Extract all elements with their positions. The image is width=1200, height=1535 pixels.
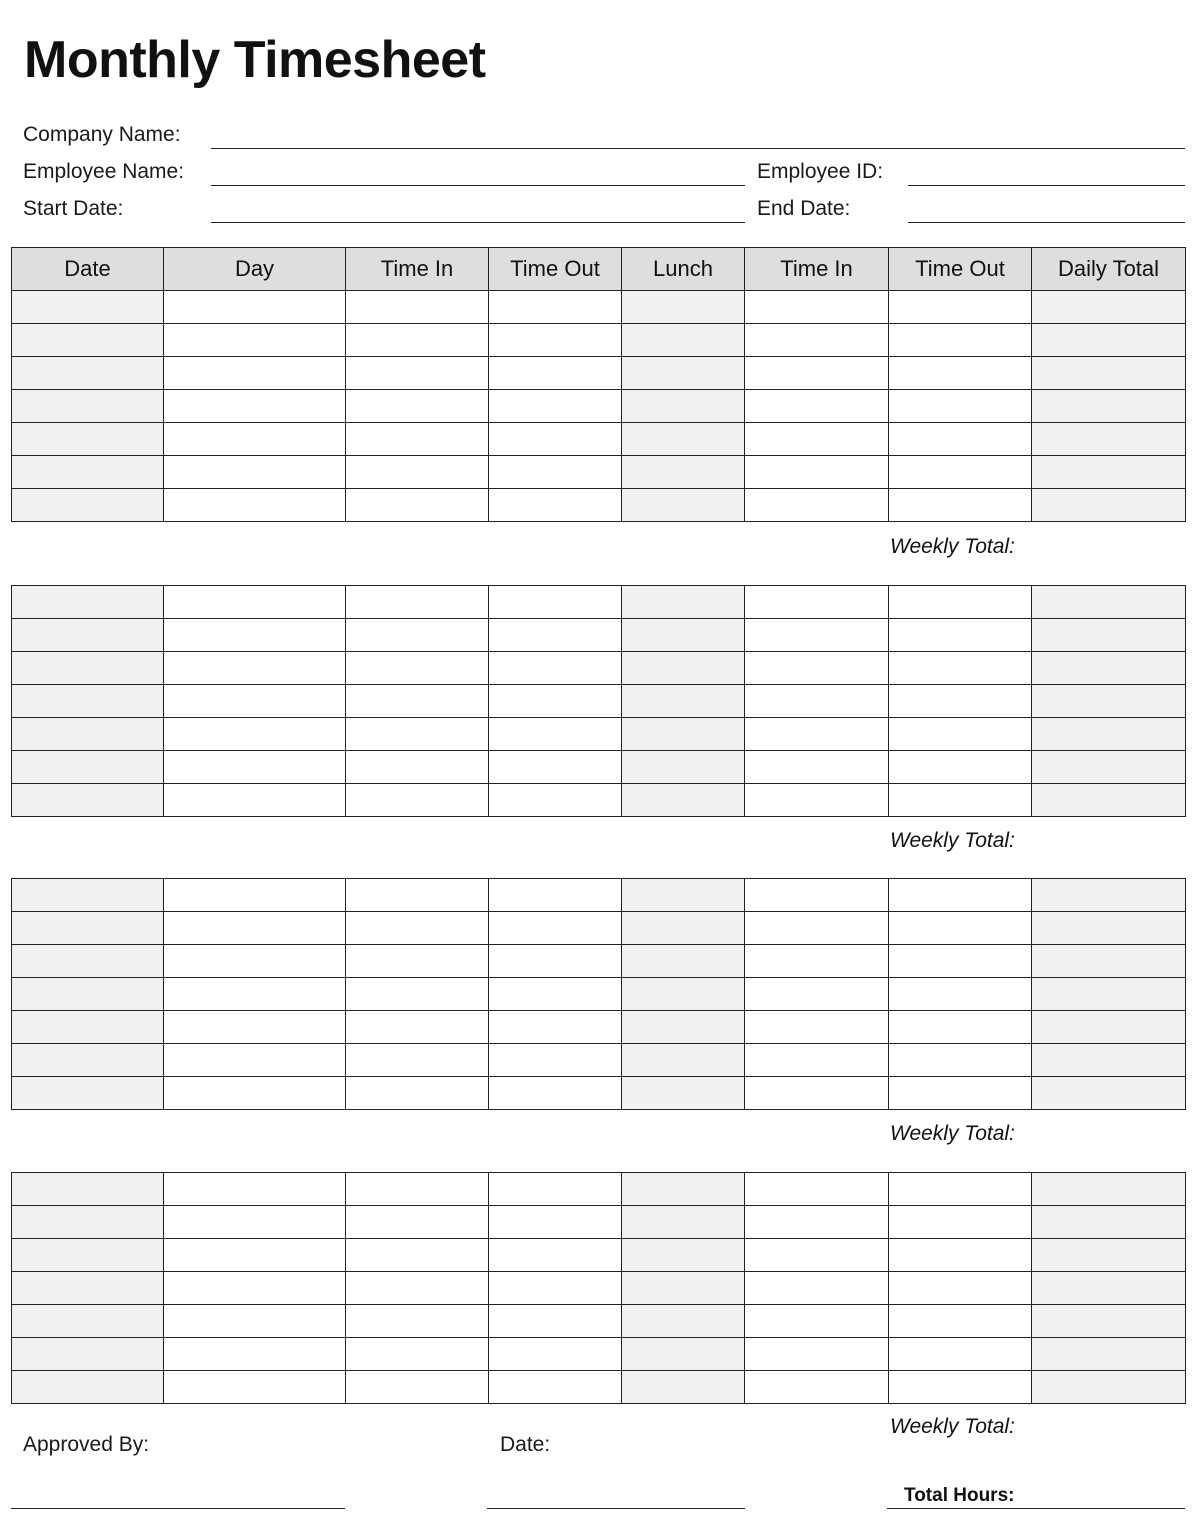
cell-lunch[interactable] (622, 291, 745, 324)
week-1-table (11, 247, 1186, 522)
start-date-label: Start Date: (23, 197, 124, 220)
cell-date[interactable] (12, 619, 164, 652)
cell-time-out[interactable] (889, 1011, 1032, 1044)
cell-time-out[interactable] (889, 718, 1032, 751)
cell-lunch[interactable] (622, 1272, 745, 1305)
week-2-weekly-total-label: Weekly Total: (890, 829, 1015, 852)
employee-id-label: Employee ID: (757, 160, 884, 183)
cell-time-in[interactable] (346, 978, 489, 1011)
cell-day[interactable] (164, 1206, 346, 1239)
cell-time-in[interactable] (346, 324, 489, 357)
cell-time-out[interactable] (489, 978, 622, 1011)
cell-daily-total[interactable] (1032, 1011, 1186, 1044)
cell-daily-total[interactable] (1032, 1044, 1186, 1077)
cell-lunch[interactable] (622, 879, 745, 912)
cell-time-out[interactable] (889, 456, 1032, 489)
cell-lunch[interactable] (622, 456, 745, 489)
cell-lunch[interactable] (622, 751, 745, 784)
cell-time-out[interactable] (889, 879, 1032, 912)
cell-time-out[interactable] (889, 1338, 1032, 1371)
cell-time-out[interactable] (489, 1044, 622, 1077)
cell-time-out[interactable] (489, 291, 622, 324)
cell-time-out[interactable] (489, 456, 622, 489)
cell-time-out[interactable] (889, 685, 1032, 718)
cell-lunch[interactable] (622, 586, 745, 619)
cell-time-out[interactable] (489, 357, 622, 390)
table-row (12, 619, 1186, 652)
cell-day[interactable] (164, 1011, 346, 1044)
cell-lunch[interactable] (622, 652, 745, 685)
cell-time-out[interactable] (889, 619, 1032, 652)
cell-time-in[interactable] (346, 619, 489, 652)
cell-day[interactable] (164, 652, 346, 685)
cell-day[interactable] (164, 1239, 346, 1272)
cell-daily-total[interactable] (1032, 1206, 1186, 1239)
cell-day[interactable] (164, 912, 346, 945)
cell-time-out[interactable] (889, 1077, 1032, 1110)
table-row (12, 784, 1186, 817)
cell-lunch[interactable] (622, 1173, 745, 1206)
cell-time-in[interactable] (346, 945, 489, 978)
cell-time-in[interactable] (745, 291, 889, 324)
cell-time-in[interactable] (346, 718, 489, 751)
cell-daily-total[interactable] (1032, 489, 1186, 522)
cell-daily-total[interactable] (1032, 456, 1186, 489)
cell-daily-total[interactable] (1032, 978, 1186, 1011)
cell-time-in[interactable] (745, 357, 889, 390)
employee-name-field[interactable] (211, 185, 745, 186)
cell-day[interactable] (164, 1338, 346, 1371)
cell-time-out[interactable] (489, 619, 622, 652)
cell-day[interactable] (164, 685, 346, 718)
cell-daily-total[interactable] (1032, 291, 1186, 324)
cell-date[interactable] (12, 685, 164, 718)
cell-time-out[interactable] (489, 1173, 622, 1206)
table-row (12, 912, 1186, 945)
cell-time-out[interactable] (889, 1305, 1032, 1338)
week-4-weekly-total-label: Weekly Total: (890, 1415, 1015, 1438)
cell-time-out[interactable] (889, 912, 1032, 945)
table-row (12, 685, 1186, 718)
cell-date[interactable] (12, 978, 164, 1011)
cell-time-in[interactable] (745, 1206, 889, 1239)
cell-time-out[interactable] (489, 784, 622, 817)
cell-time-out[interactable] (489, 423, 622, 456)
cell-daily-total[interactable] (1032, 751, 1186, 784)
cell-time-out[interactable] (489, 1077, 622, 1110)
cell-day[interactable] (164, 1044, 346, 1077)
cell-time-out[interactable] (889, 784, 1032, 817)
cell-date[interactable] (12, 879, 164, 912)
cell-time-in[interactable] (346, 751, 489, 784)
table-row (12, 489, 1186, 522)
cell-lunch[interactable] (622, 1206, 745, 1239)
approved-by-label: Approved By: (23, 1433, 150, 1456)
column-header-date-0: Date (12, 248, 164, 291)
column-header-day-1: Day (164, 248, 346, 291)
cell-date[interactable] (12, 1338, 164, 1371)
table-row (12, 1011, 1186, 1044)
cell-daily-total[interactable] (1032, 1077, 1186, 1110)
cell-daily-total[interactable] (1032, 1338, 1186, 1371)
cell-time-out[interactable] (489, 879, 622, 912)
cell-lunch[interactable] (622, 1338, 745, 1371)
cell-time-in[interactable] (745, 1077, 889, 1110)
week-2-table (11, 585, 1186, 817)
cell-lunch[interactable] (622, 1371, 745, 1404)
cell-time-in[interactable] (745, 1338, 889, 1371)
table-row (12, 357, 1186, 390)
cell-lunch[interactable] (622, 912, 745, 945)
table-row (12, 1371, 1186, 1404)
cell-date[interactable] (12, 1077, 164, 1110)
cell-time-out[interactable] (489, 685, 622, 718)
cell-time-out[interactable] (889, 1173, 1032, 1206)
cell-date[interactable] (12, 1305, 164, 1338)
cell-time-out[interactable] (489, 586, 622, 619)
cell-time-out[interactable] (489, 1272, 622, 1305)
cell-lunch[interactable] (622, 784, 745, 817)
column-header-lunch-4: Lunch (622, 248, 745, 291)
cell-time-in[interactable] (745, 1371, 889, 1404)
table-row (12, 291, 1186, 324)
cell-day[interactable] (164, 324, 346, 357)
cell-day[interactable] (164, 1077, 346, 1110)
cell-time-in[interactable] (346, 1044, 489, 1077)
week-3-table (11, 878, 1186, 1110)
cell-time-out[interactable] (889, 390, 1032, 423)
cell-time-in[interactable] (745, 784, 889, 817)
week-4-table (11, 1172, 1186, 1404)
cell-time-in[interactable] (346, 390, 489, 423)
cell-time-out[interactable] (889, 1272, 1032, 1305)
cell-time-out[interactable] (889, 423, 1032, 456)
cell-daily-total[interactable] (1032, 1239, 1186, 1272)
cell-lunch[interactable] (622, 685, 745, 718)
cell-time-out[interactable] (489, 912, 622, 945)
column-header-time-out-3: Time Out (489, 248, 622, 291)
cell-time-in[interactable] (346, 879, 489, 912)
table-row (12, 423, 1186, 456)
cell-time-in[interactable] (745, 390, 889, 423)
end-date-field[interactable] (908, 222, 1185, 223)
cell-daily-total[interactable] (1032, 652, 1186, 685)
table-row (12, 751, 1186, 784)
cell-time-out[interactable] (489, 718, 622, 751)
cell-day[interactable] (164, 879, 346, 912)
cell-time-in[interactable] (745, 324, 889, 357)
cell-day[interactable] (164, 586, 346, 619)
table-row (12, 1206, 1186, 1239)
cell-day[interactable] (164, 390, 346, 423)
cell-day[interactable] (164, 489, 346, 522)
table-row (12, 945, 1186, 978)
total-hours-label: Total Hours: (904, 1485, 1015, 1506)
cell-time-in[interactable] (745, 456, 889, 489)
cell-daily-total[interactable] (1032, 784, 1186, 817)
cell-day[interactable] (164, 978, 346, 1011)
cell-time-in[interactable] (346, 423, 489, 456)
cell-day[interactable] (164, 291, 346, 324)
table-row (12, 390, 1186, 423)
cell-day[interactable] (164, 357, 346, 390)
cell-daily-total[interactable] (1032, 1173, 1186, 1206)
cell-time-in[interactable] (346, 357, 489, 390)
cell-daily-total[interactable] (1032, 685, 1186, 718)
approval-date-field[interactable] (487, 1508, 745, 1509)
cell-time-in[interactable] (346, 784, 489, 817)
cell-daily-total[interactable] (1032, 586, 1186, 619)
cell-date[interactable] (12, 652, 164, 685)
cell-time-in[interactable] (745, 1305, 889, 1338)
cell-daily-total[interactable] (1032, 912, 1186, 945)
cell-time-out[interactable] (889, 291, 1032, 324)
approved-by-field[interactable] (11, 1508, 345, 1509)
cell-day[interactable] (164, 1305, 346, 1338)
cell-time-out[interactable] (889, 978, 1032, 1011)
cell-time-in[interactable] (346, 1206, 489, 1239)
cell-date[interactable] (12, 423, 164, 456)
cell-time-out[interactable] (489, 652, 622, 685)
company-name-label: Company Name: (23, 123, 181, 146)
cell-date[interactable] (12, 912, 164, 945)
cell-time-out[interactable] (889, 1044, 1032, 1077)
cell-date[interactable] (12, 945, 164, 978)
cell-date[interactable] (12, 1272, 164, 1305)
cell-time-out[interactable] (489, 751, 622, 784)
cell-lunch[interactable] (622, 1044, 745, 1077)
cell-date[interactable] (12, 291, 164, 324)
table-row (12, 1077, 1186, 1110)
cell-time-in[interactable] (346, 1371, 489, 1404)
cell-lunch[interactable] (622, 423, 745, 456)
cell-lunch[interactable] (622, 489, 745, 522)
cell-time-in[interactable] (346, 1305, 489, 1338)
cell-time-in[interactable] (745, 879, 889, 912)
cell-lunch[interactable] (622, 1239, 745, 1272)
column-header-time-out-6: Time Out (889, 248, 1032, 291)
cell-time-in[interactable] (346, 1173, 489, 1206)
cell-time-out[interactable] (889, 751, 1032, 784)
cell-day[interactable] (164, 1371, 346, 1404)
cell-time-out[interactable] (489, 489, 622, 522)
cell-lunch[interactable] (622, 357, 745, 390)
cell-lunch[interactable] (622, 718, 745, 751)
cell-lunch[interactable] (622, 390, 745, 423)
cell-time-in[interactable] (346, 652, 489, 685)
cell-time-in[interactable] (346, 1077, 489, 1110)
cell-time-out[interactable] (889, 324, 1032, 357)
cell-time-out[interactable] (489, 1011, 622, 1044)
table-row (12, 879, 1186, 912)
cell-time-out[interactable] (889, 489, 1032, 522)
cell-lunch[interactable] (622, 978, 745, 1011)
cell-time-in[interactable] (745, 978, 889, 1011)
cell-time-in[interactable] (745, 619, 889, 652)
cell-time-in[interactable] (745, 1272, 889, 1305)
cell-date[interactable] (12, 357, 164, 390)
cell-time-in[interactable] (346, 489, 489, 522)
cell-daily-total[interactable] (1032, 718, 1186, 751)
start-date-field[interactable] (211, 222, 745, 223)
company-name-field[interactable] (211, 148, 1185, 149)
cell-daily-total[interactable] (1032, 879, 1186, 912)
cell-date[interactable] (12, 784, 164, 817)
table-row (12, 456, 1186, 489)
cell-time-in[interactable] (346, 586, 489, 619)
cell-day[interactable] (164, 751, 346, 784)
cell-day[interactable] (164, 784, 346, 817)
cell-time-in[interactable] (745, 945, 889, 978)
cell-time-out[interactable] (889, 586, 1032, 619)
cell-date[interactable] (12, 390, 164, 423)
cell-date[interactable] (12, 1206, 164, 1239)
cell-time-in[interactable] (745, 586, 889, 619)
cell-day[interactable] (164, 718, 346, 751)
table-row (12, 586, 1186, 619)
cell-lunch[interactable] (622, 1077, 745, 1110)
cell-time-in[interactable] (745, 1173, 889, 1206)
cell-time-in[interactable] (745, 718, 889, 751)
cell-daily-total[interactable] (1032, 1371, 1186, 1404)
cell-time-out[interactable] (489, 945, 622, 978)
cell-date[interactable] (12, 489, 164, 522)
cell-lunch[interactable] (622, 1011, 745, 1044)
cell-time-out[interactable] (489, 1371, 622, 1404)
cell-time-in[interactable] (346, 291, 489, 324)
cell-time-in[interactable] (745, 1239, 889, 1272)
cell-time-in[interactable] (346, 1239, 489, 1272)
cell-time-in[interactable] (346, 685, 489, 718)
cell-daily-total[interactable] (1032, 619, 1186, 652)
table-row (12, 1338, 1186, 1371)
cell-date[interactable] (12, 1173, 164, 1206)
cell-time-out[interactable] (489, 1239, 622, 1272)
table-row (12, 1305, 1186, 1338)
cell-time-out[interactable] (889, 1239, 1032, 1272)
cell-date[interactable] (12, 324, 164, 357)
cell-date[interactable] (12, 1239, 164, 1272)
cell-time-out[interactable] (889, 945, 1032, 978)
cell-time-in[interactable] (745, 423, 889, 456)
cell-time-in[interactable] (346, 1272, 489, 1305)
table-row (12, 1272, 1186, 1305)
cell-date[interactable] (12, 1011, 164, 1044)
cell-time-out[interactable] (889, 357, 1032, 390)
cell-day[interactable] (164, 456, 346, 489)
cell-time-in[interactable] (745, 652, 889, 685)
end-date-label: End Date: (757, 197, 851, 220)
cell-time-out[interactable] (489, 1338, 622, 1371)
cell-daily-total[interactable] (1032, 1305, 1186, 1338)
cell-day[interactable] (164, 423, 346, 456)
cell-time-in[interactable] (346, 912, 489, 945)
cell-lunch[interactable] (622, 324, 745, 357)
table-row (12, 1044, 1186, 1077)
table-row (12, 324, 1186, 357)
cell-time-in[interactable] (346, 1011, 489, 1044)
table-header-row (12, 248, 1186, 291)
table-row (12, 652, 1186, 685)
column-header-time-in-2: Time In (346, 248, 489, 291)
cell-time-in[interactable] (745, 751, 889, 784)
cell-daily-total[interactable] (1032, 390, 1186, 423)
table-row (12, 1173, 1186, 1206)
cell-lunch[interactable] (622, 619, 745, 652)
cell-time-out[interactable] (889, 652, 1032, 685)
cell-time-in[interactable] (346, 1338, 489, 1371)
cell-time-in[interactable] (745, 1011, 889, 1044)
cell-daily-total[interactable] (1032, 324, 1186, 357)
cell-time-in[interactable] (745, 1044, 889, 1077)
cell-day[interactable] (164, 1173, 346, 1206)
employee-name-label: Employee Name: (23, 160, 185, 183)
cell-time-out[interactable] (889, 1206, 1032, 1239)
cell-time-out[interactable] (489, 390, 622, 423)
cell-daily-total[interactable] (1032, 945, 1186, 978)
cell-time-in[interactable] (745, 685, 889, 718)
cell-daily-total[interactable] (1032, 357, 1186, 390)
cell-time-out[interactable] (489, 324, 622, 357)
cell-time-in[interactable] (745, 489, 889, 522)
approval-date-label: Date: (500, 1433, 551, 1456)
cell-time-in[interactable] (346, 456, 489, 489)
cell-time-out[interactable] (489, 1206, 622, 1239)
cell-day[interactable] (164, 1272, 346, 1305)
cell-daily-total[interactable] (1032, 423, 1186, 456)
cell-day[interactable] (164, 945, 346, 978)
cell-date[interactable] (12, 1371, 164, 1404)
cell-day[interactable] (164, 619, 346, 652)
employee-id-field[interactable] (908, 185, 1185, 186)
cell-date[interactable] (12, 1044, 164, 1077)
column-header-daily-total-7: Daily Total (1032, 248, 1186, 291)
cell-lunch[interactable] (622, 1305, 745, 1338)
table-row (12, 978, 1186, 1011)
cell-daily-total[interactable] (1032, 1272, 1186, 1305)
total-hours-field[interactable] (887, 1508, 1185, 1509)
cell-time-in[interactable] (745, 912, 889, 945)
table-row (12, 718, 1186, 751)
cell-lunch[interactable] (622, 945, 745, 978)
cell-time-out[interactable] (889, 1371, 1032, 1404)
cell-date[interactable] (12, 456, 164, 489)
cell-date[interactable] (12, 751, 164, 784)
table-row (12, 1239, 1186, 1272)
column-header-time-in-5: Time In (745, 248, 889, 291)
week-3-weekly-total-label: Weekly Total: (890, 1122, 1015, 1145)
cell-date[interactable] (12, 718, 164, 751)
week-1-weekly-total-label: Weekly Total: (890, 535, 1015, 558)
page-title: Monthly Timesheet (24, 31, 486, 89)
cell-date[interactable] (12, 586, 164, 619)
cell-time-out[interactable] (489, 1305, 622, 1338)
